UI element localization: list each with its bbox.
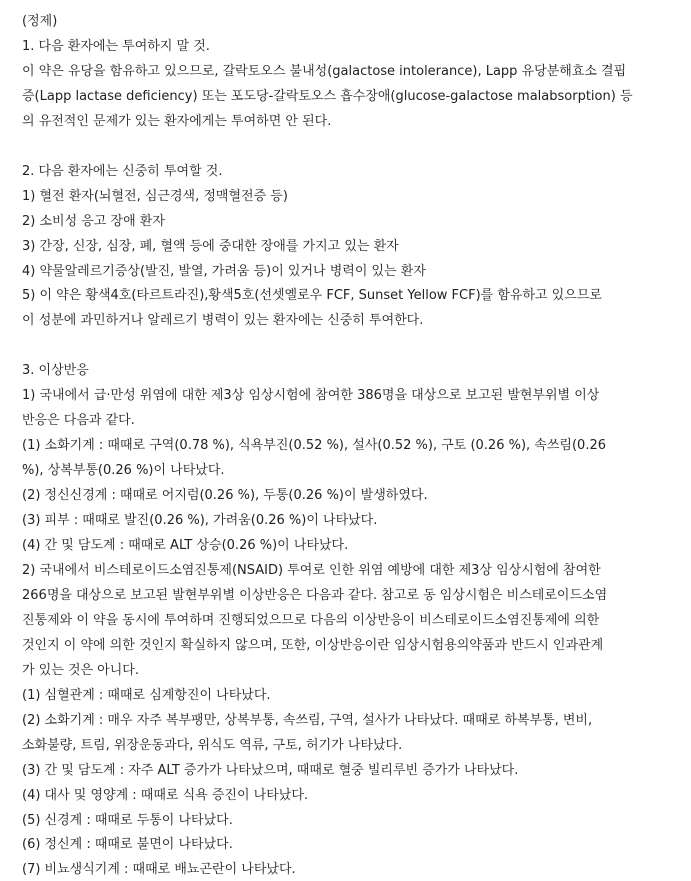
text-line: (3) 간 및 담도계 : 자주 ALT 증가가 나타났으며, 때때로 혈중 빌리루빈 증가가 나타났다. bbox=[22, 762, 519, 778]
text-line: (1) 소화기계 : 때때로 구역(0.78 %), 식욕부진(0.52 %), 설사(0.52 %), 구토 (0.26 %), 속쓰림(0.26 bbox=[22, 438, 606, 454]
text-line: (4) 간 및 담도계 : 때때로 ALT 상승(0.26 %)이 나타났다. bbox=[22, 538, 349, 554]
text-line: 5) 이 약은 황색4호(타르트라진),황색5호(선셋옐로우 FCF, Sunset Yellow FCF)를 함유하고 있으므로 bbox=[22, 288, 602, 304]
text-line: (4) 대사 및 영양계 : 때때로 식욕 증진이 나타났다. bbox=[22, 787, 309, 803]
text-line: 가 있는 것은 아니다. bbox=[22, 662, 139, 678]
text-line: 의 유전적인 문제가 있는 환자에게는 투여하면 안 된다. bbox=[22, 113, 332, 129]
text-line: 증(Lapp lactase deficiency) 또는 포도당-갈락토오스 흡수장애(glucose-galactose malabsorption) 등 bbox=[22, 88, 633, 104]
contraindications-heading: 1. 다음 환자에는 투여하지 말 것. bbox=[22, 38, 210, 54]
text-line: 2) 소비성 응고 장애 환자 bbox=[22, 213, 165, 229]
text-line: (2) 소화기계 : 매우 자주 복부팽만, 상복부통, 속쓰림, 구역, 설사가 나타났다. 때때로 하복부통, 변비, bbox=[22, 712, 593, 728]
text-line: 반응은 다음과 같다. bbox=[22, 413, 135, 429]
text-line: 3) 간장, 신장, 심장, 폐, 혈액 등에 중대한 장애를 가지고 있는 환자 bbox=[22, 238, 399, 254]
text-line: 이 약은 유당을 함유하고 있으므로, 갈락토오스 불내성(galactose intolerance), Lapp 유당분해효소 결핍 bbox=[22, 63, 627, 79]
text-line: 소화불량, 트림, 위장운동과다, 위식도 역류, 구토, 허기가 나타났다. bbox=[22, 737, 403, 753]
text-line: 266명을 대상으로 보고된 발현부위별 이상반응은 다음과 같다. 참고로 동 임상시험은 비스테로이드소염 bbox=[22, 587, 608, 603]
text-line: 1) 혈전 환자(뇌혈전, 심근경색, 정맥혈전증 등) bbox=[22, 188, 288, 204]
text-line: (2) 정신신경계 : 때때로 어지럼(0.26 %), 두통(0.26 %)이 발생하였다. bbox=[22, 488, 428, 504]
text-line: 4) 약물알레르기증상(발진, 발열, 가려움 등)이 있거나 병력이 있는 환자 bbox=[22, 263, 426, 279]
adverse-reactions-heading: 3. 이상반응 bbox=[22, 363, 89, 379]
section-title: (정제) bbox=[22, 14, 58, 29]
text-line: 것인지 이 약에 의한 것인지 확실하지 않으며, 또한, 이상반응이란 임상시험용의약품과 반드시 인과관계 bbox=[22, 637, 604, 653]
text-line: 2) 국내에서 비스테로이드소염진통제(NSAID) 투여로 인한 위염 예방에 대한 제3상 임상시험에 참여한 bbox=[22, 562, 601, 578]
blank-line bbox=[22, 135, 691, 160]
text-line: %), 상복부통(0.26 %)이 나타났다. bbox=[22, 463, 225, 479]
text-line: 이 성분에 과민하거나 알레르기 병력이 있는 환자에는 신중히 투여한다. bbox=[22, 313, 424, 329]
text-line: 진통제와 이 약을 동시에 투여하며 진행되었으므로 다음의 이상반응이 비스테로이드소염진통제에 의한 bbox=[22, 612, 600, 628]
text-line: 1) 국내에서 급·만성 위염에 대한 제3상 임상시험에 참여한 386명을 대상으로 보고된 발현부위별 이상 bbox=[22, 388, 600, 404]
blank-line bbox=[22, 334, 691, 359]
caution-heading: 2. 다음 환자에는 신중히 투여할 것. bbox=[22, 163, 223, 179]
text-line: (6) 정신계 : 때때로 불면이 나타났다. bbox=[22, 837, 233, 853]
text-line: (5) 신경계 : 때때로 두통이 나타났다. bbox=[22, 812, 233, 828]
text-line: (7) 비뇨생식기계 : 때때로 배뇨곤란이 나타났다. bbox=[22, 862, 296, 878]
text-line: (3) 피부 : 때때로 발진(0.26 %), 가려움(0.26 %)이 나타났다. bbox=[22, 513, 378, 529]
text-line: (1) 심혈관계 : 때때로 심계항진이 나타났다. bbox=[22, 687, 271, 703]
